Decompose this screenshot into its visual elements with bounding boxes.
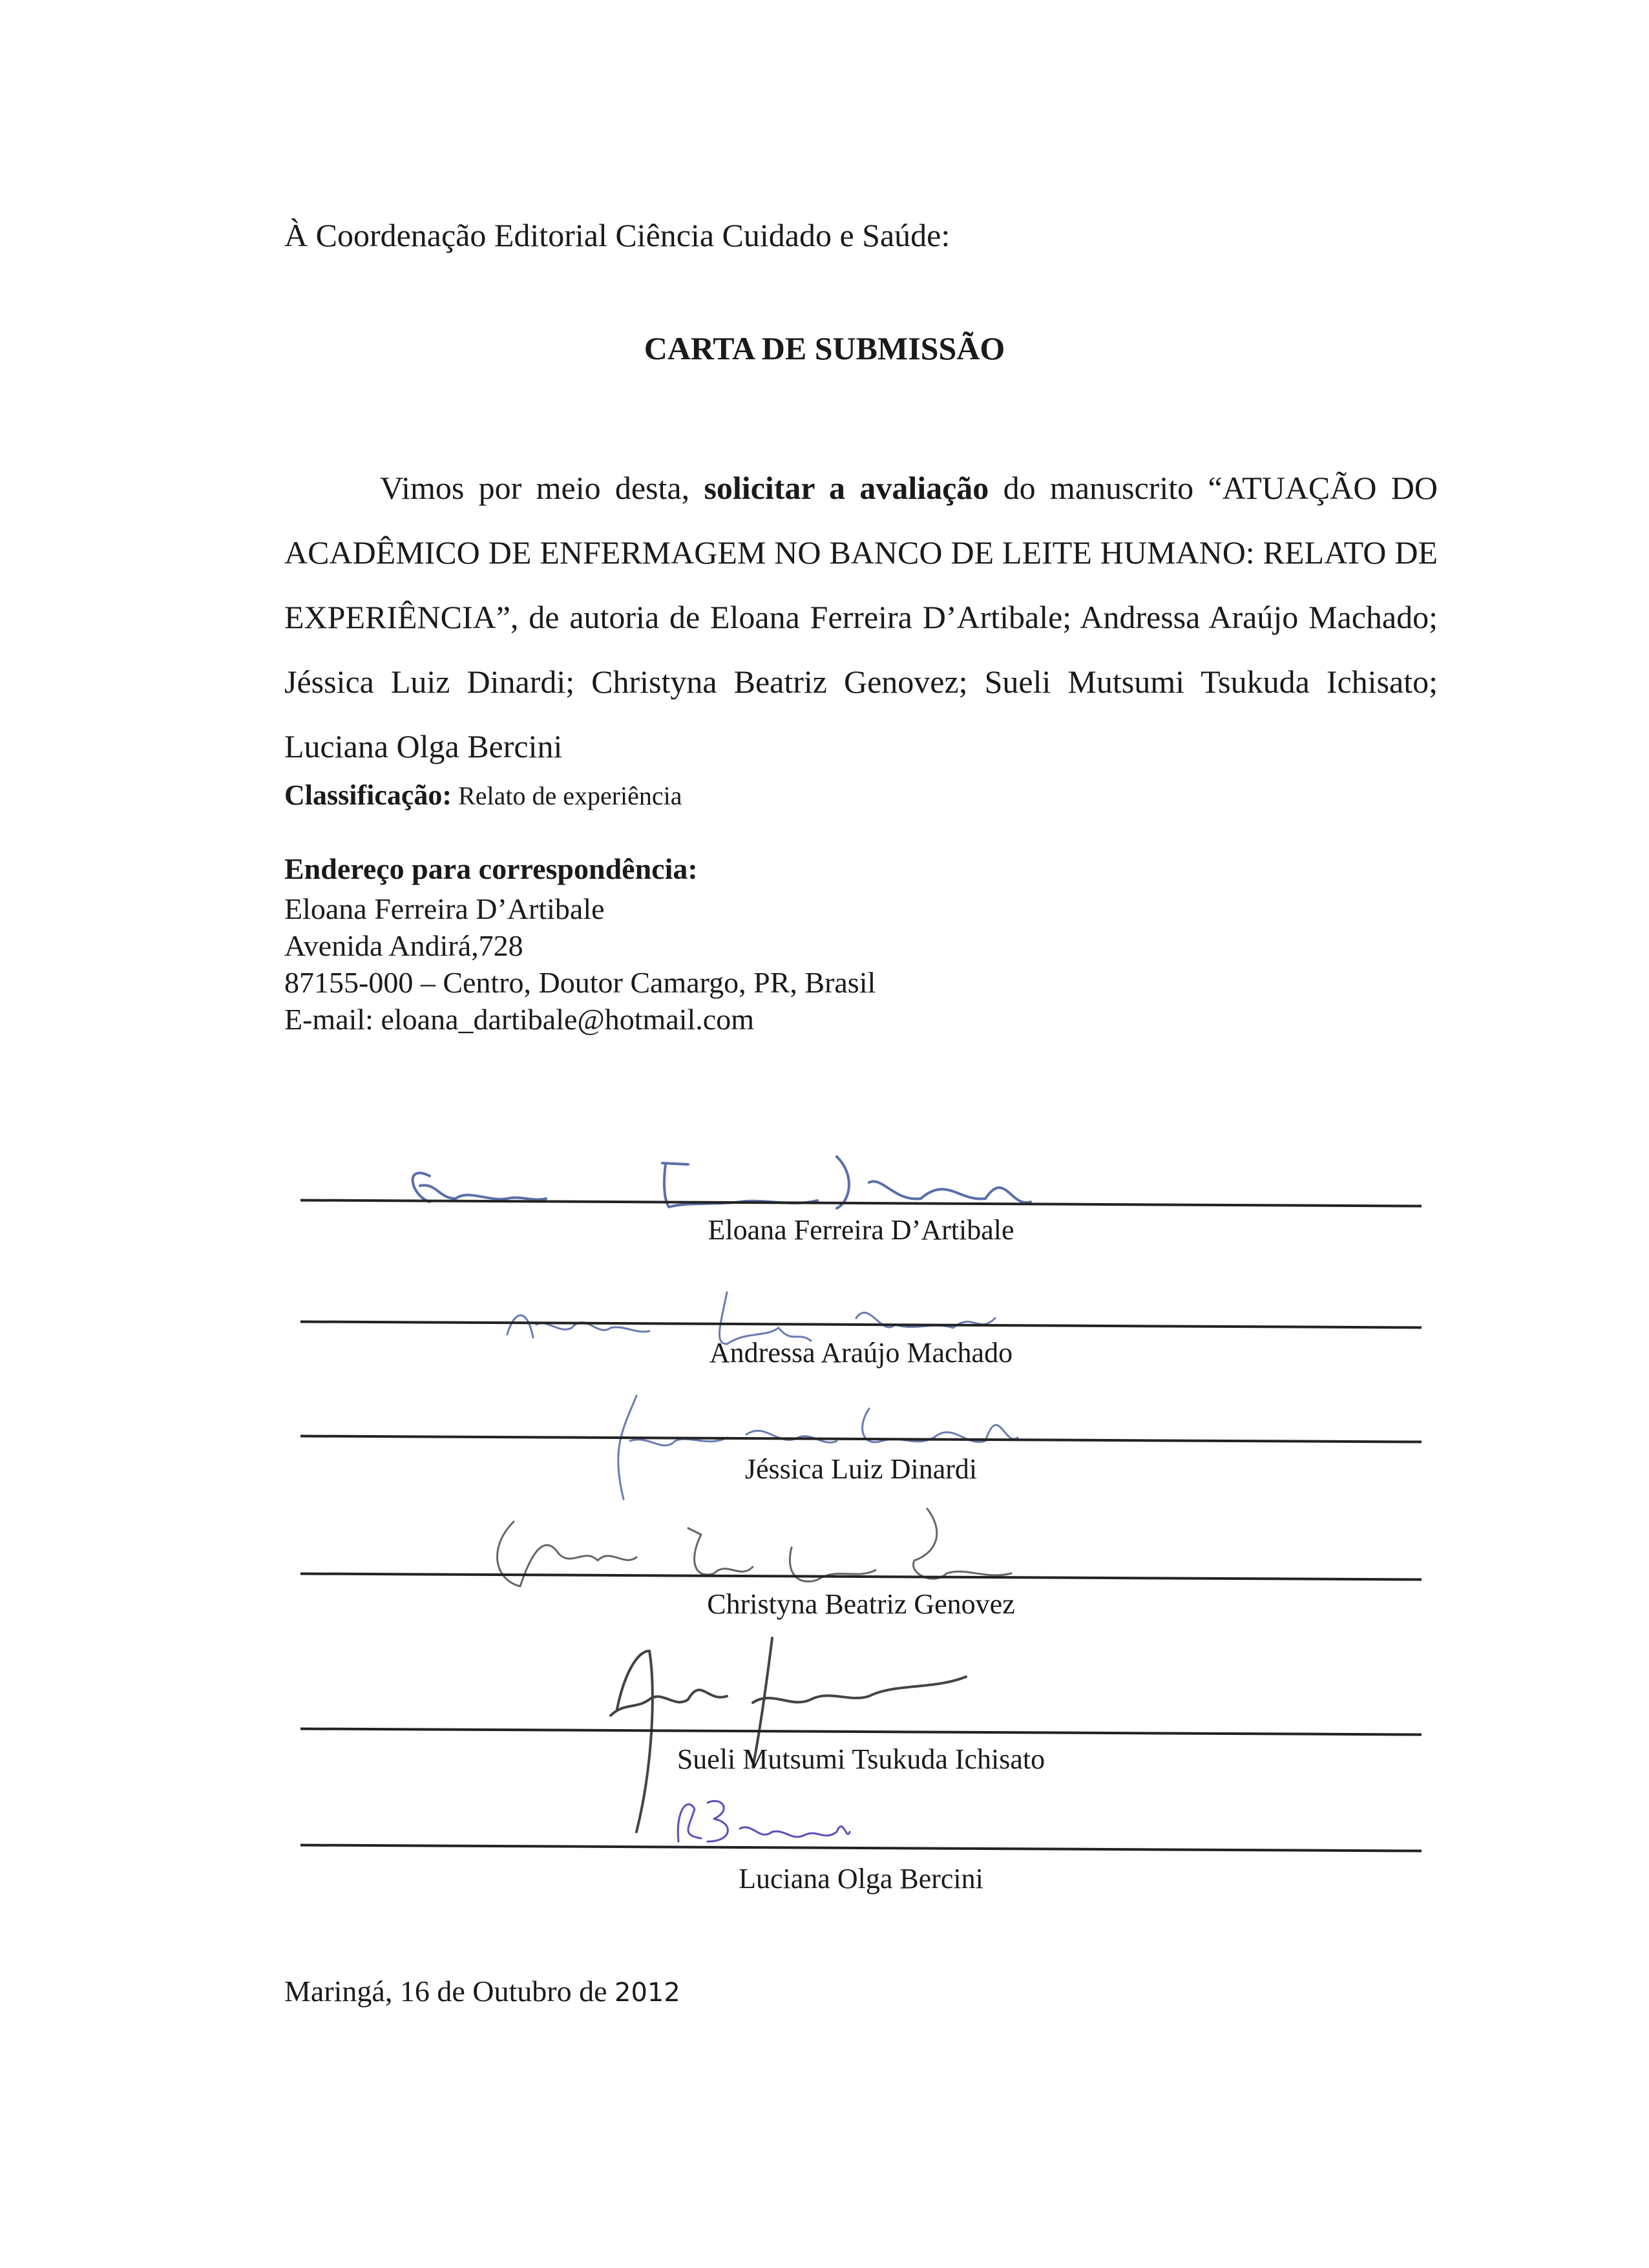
date-place: Maringá, 16 de Outubro de [284,1975,607,2008]
correspondence-email: E-mail: eloana_dartibale@hotmail.com [284,1003,754,1036]
greeting: À Coordenação Editorial Ciência Cuidado e Saúde: [284,217,951,253]
signatory-name: Christyna Beatriz Genovez [707,1588,1015,1620]
signatory-name: Jéssica Luiz Dinardi [744,1453,978,1485]
date-line [284,1974,680,2008]
handwritten-signature [300,1783,1422,1854]
body-rest: do manuscrito “ATUAÇÃO DO ACADÊMICO DE ENFERMAGEM NO BANCO DE LEITE HUMANO: RELATO DE EXPERIÊNCIA”, de autoria de Eloana Ferreira D’Artibale; Andressa Araújo Machado; Jéssica Luiz Dinardi; Christyna Beatriz Genovez; Sueli Mutsumi Tsukuda Ichisato; Luciana Olga Bercini [284,470,1438,764]
signatory-name: Sueli Mutsumi Tsukuda Ichisato [677,1743,1045,1775]
classification-label: Classificação: [284,779,452,811]
correspondence-name: Eloana Ferreira D’Artibale [284,892,605,925]
body-intro: Vimos por meio desta, [380,470,690,506]
correspondence-street: Avenida Andirá,728 [284,929,523,962]
document-title: CARTA DE SUBMISSÃO [644,330,1005,366]
correspondence-heading: Endereço para correspondência: [284,852,698,885]
signatory-name: Luciana Olga Bercini [739,1863,983,1895]
correspondence-address [284,890,876,1038]
body-request: solicitar a avaliação [704,470,989,506]
body-paragraph [284,456,1438,779]
correspondence-city: 87155-000 – Centro, Doutor Camargo, PR, Brasil [284,966,876,999]
signatory-name: Eloana Ferreira D’Artibale [708,1214,1014,1246]
classification [284,779,682,812]
signatory-name: Andressa Araújo Machado [709,1337,1013,1369]
classification-value: Relato de experiência [458,781,682,810]
date-year: 2012 [614,1978,680,2008]
